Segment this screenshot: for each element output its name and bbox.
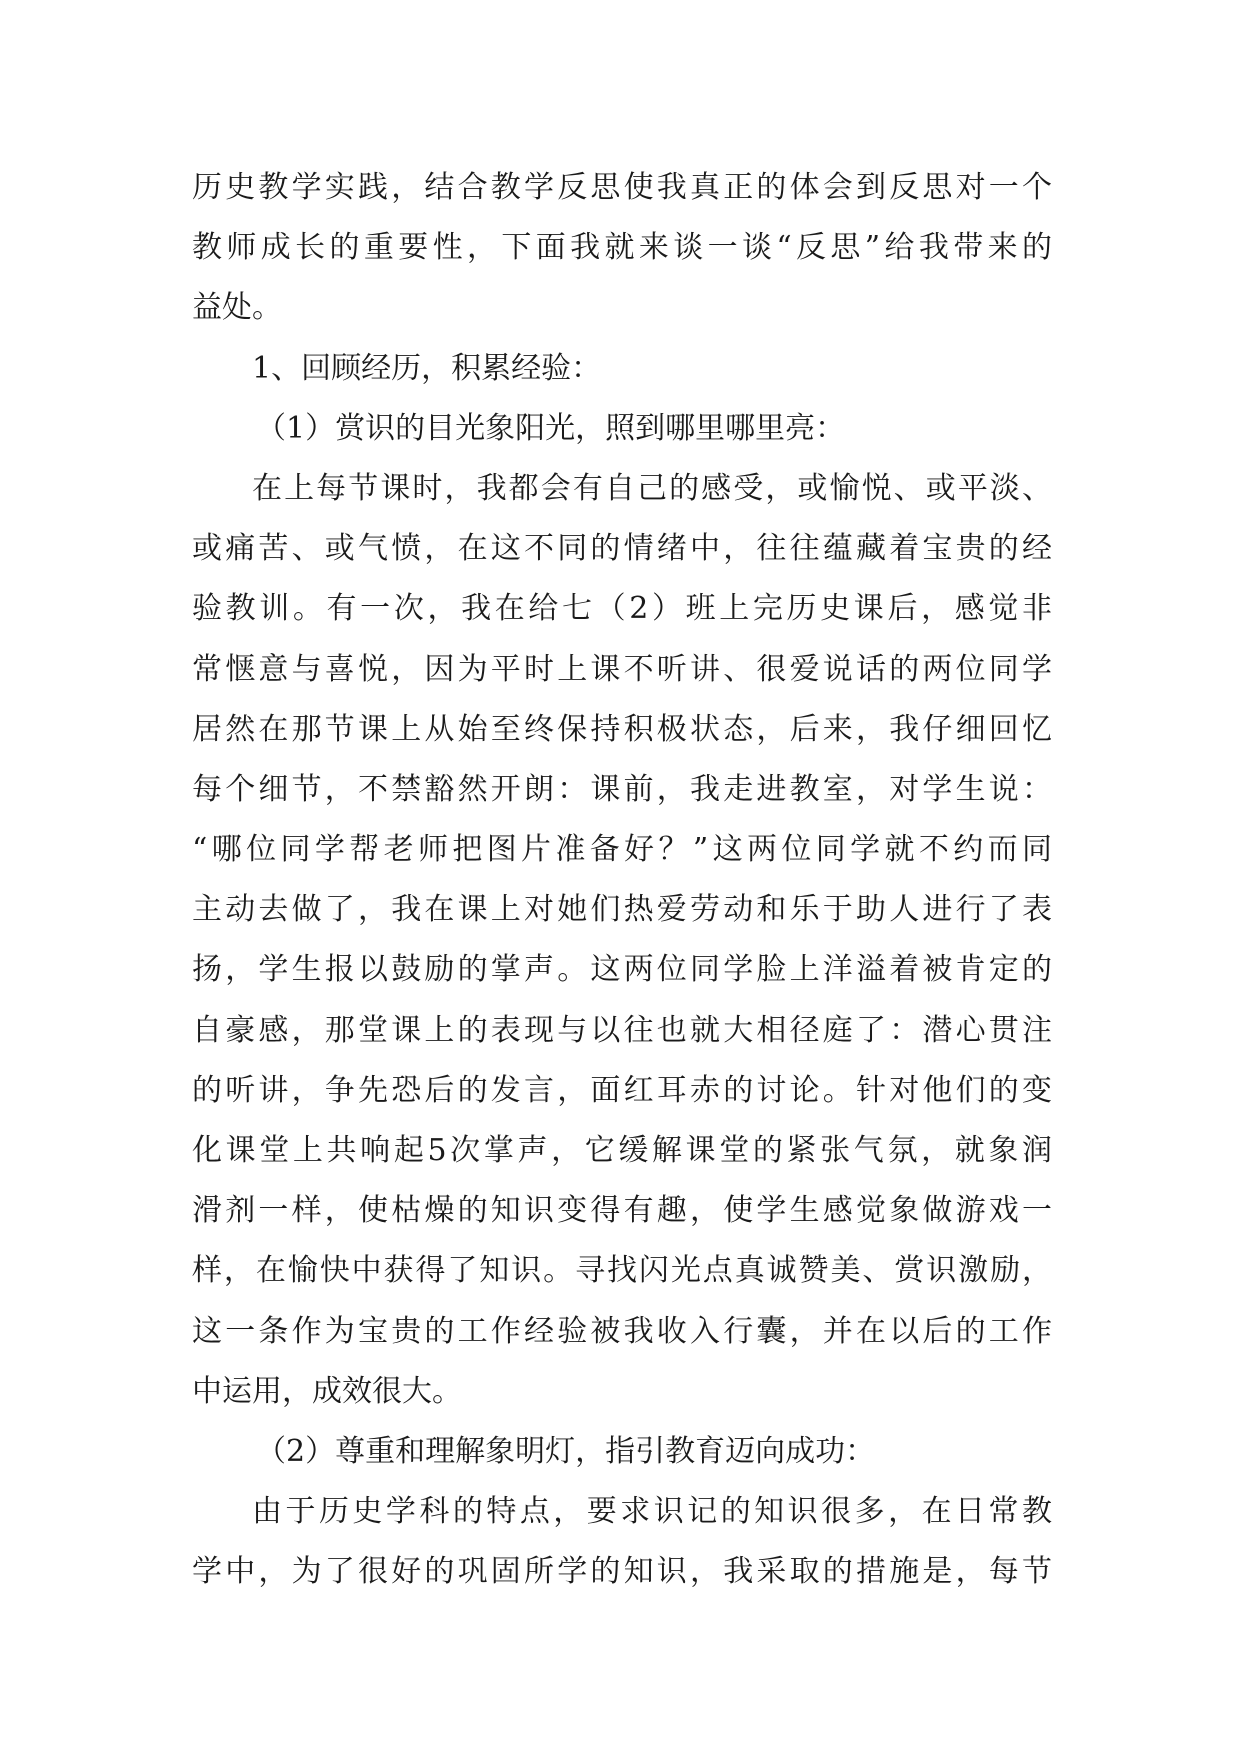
paragraph-respect xyxy=(192,1482,1052,1602)
text-line: 主动去做了，我在课上对她们热爱劳动和乐于助人进行了表 xyxy=(192,892,1052,928)
text-line: 每个细节，不禁豁然开朗：课前，我走进教室，对学生说： xyxy=(192,771,1052,807)
text-line: 验教训。有一次，我在给七（2）班上完历史课后，感觉非 xyxy=(192,591,1052,627)
text-line: 样，在愉快中获得了知识。寻找闪光点真诚赞美、赏识激励， xyxy=(192,1253,1052,1289)
text-line: 滑剂一样，使枯燥的知识变得有趣，使学生感觉象做游戏一 xyxy=(192,1193,1052,1229)
text-line: 常惬意与喜悦，因为平时上课不听讲、很爱说话的两位同学 xyxy=(192,651,1052,687)
paragraph-appreciation xyxy=(192,459,1052,1422)
paragraph-intro xyxy=(192,158,1052,339)
text-line: 由于历史学科的特点，要求识记的知识很多，在日常教 xyxy=(252,1494,1052,1530)
subsection-heading: （2）尊重和理解象明灯，指引教育迈向成功： xyxy=(256,1433,876,1469)
text-line: 的听讲，争先恐后的发言，面红耳赤的讨论。针对他们的变 xyxy=(192,1072,1052,1108)
text-line: 居然在那节课上从始至终保持积极状态，后来，我仔细回忆 xyxy=(192,711,1052,747)
text-line: 中运用，成效很大。 xyxy=(192,1373,462,1409)
text-line: 教师成长的重要性，下面我就来谈一谈“反思”给我带来的 xyxy=(192,230,1052,266)
text-line: 扬，学生报以鼓励的掌声。这两位同学脸上洋溢着被肯定的 xyxy=(192,952,1052,988)
text-line: 自豪感，那堂课上的表现与以往也就大相径庭了：潜心贯注 xyxy=(192,1012,1052,1048)
text-line: 益处。 xyxy=(192,290,282,326)
section-heading: 1、回顾经历，积累经验： xyxy=(252,350,602,386)
text-line: 在上每节课时，我都会有自己的感受，或愉悦、或平淡、 xyxy=(252,470,1052,506)
text-line: 学中，为了很好的巩固所学的知识，我采取的措施是，每节 xyxy=(192,1554,1052,1590)
text-line: 这一条作为宝贵的工作经验被我收入行囊，并在以后的工作 xyxy=(192,1313,1052,1349)
document-body xyxy=(192,158,1052,1603)
text-line: 历史教学实践，结合教学反思使我真正的体会到反思对一个 xyxy=(192,170,1052,205)
text-line: 化课堂上共响起5次掌声，它缓解课堂的紧张气氛，就象润 xyxy=(192,1133,1052,1168)
subsection-heading: （1）赏识的目光象阳光，照到哪里哪里亮： xyxy=(256,410,846,446)
text-line: “哪位同学帮老师把图片准备好？”这两位同学就不约而同 xyxy=(192,832,1052,868)
text-line: 或痛苦、或气愤，在这不同的情绪中，往往蕴藏着宝贵的经 xyxy=(192,531,1052,567)
